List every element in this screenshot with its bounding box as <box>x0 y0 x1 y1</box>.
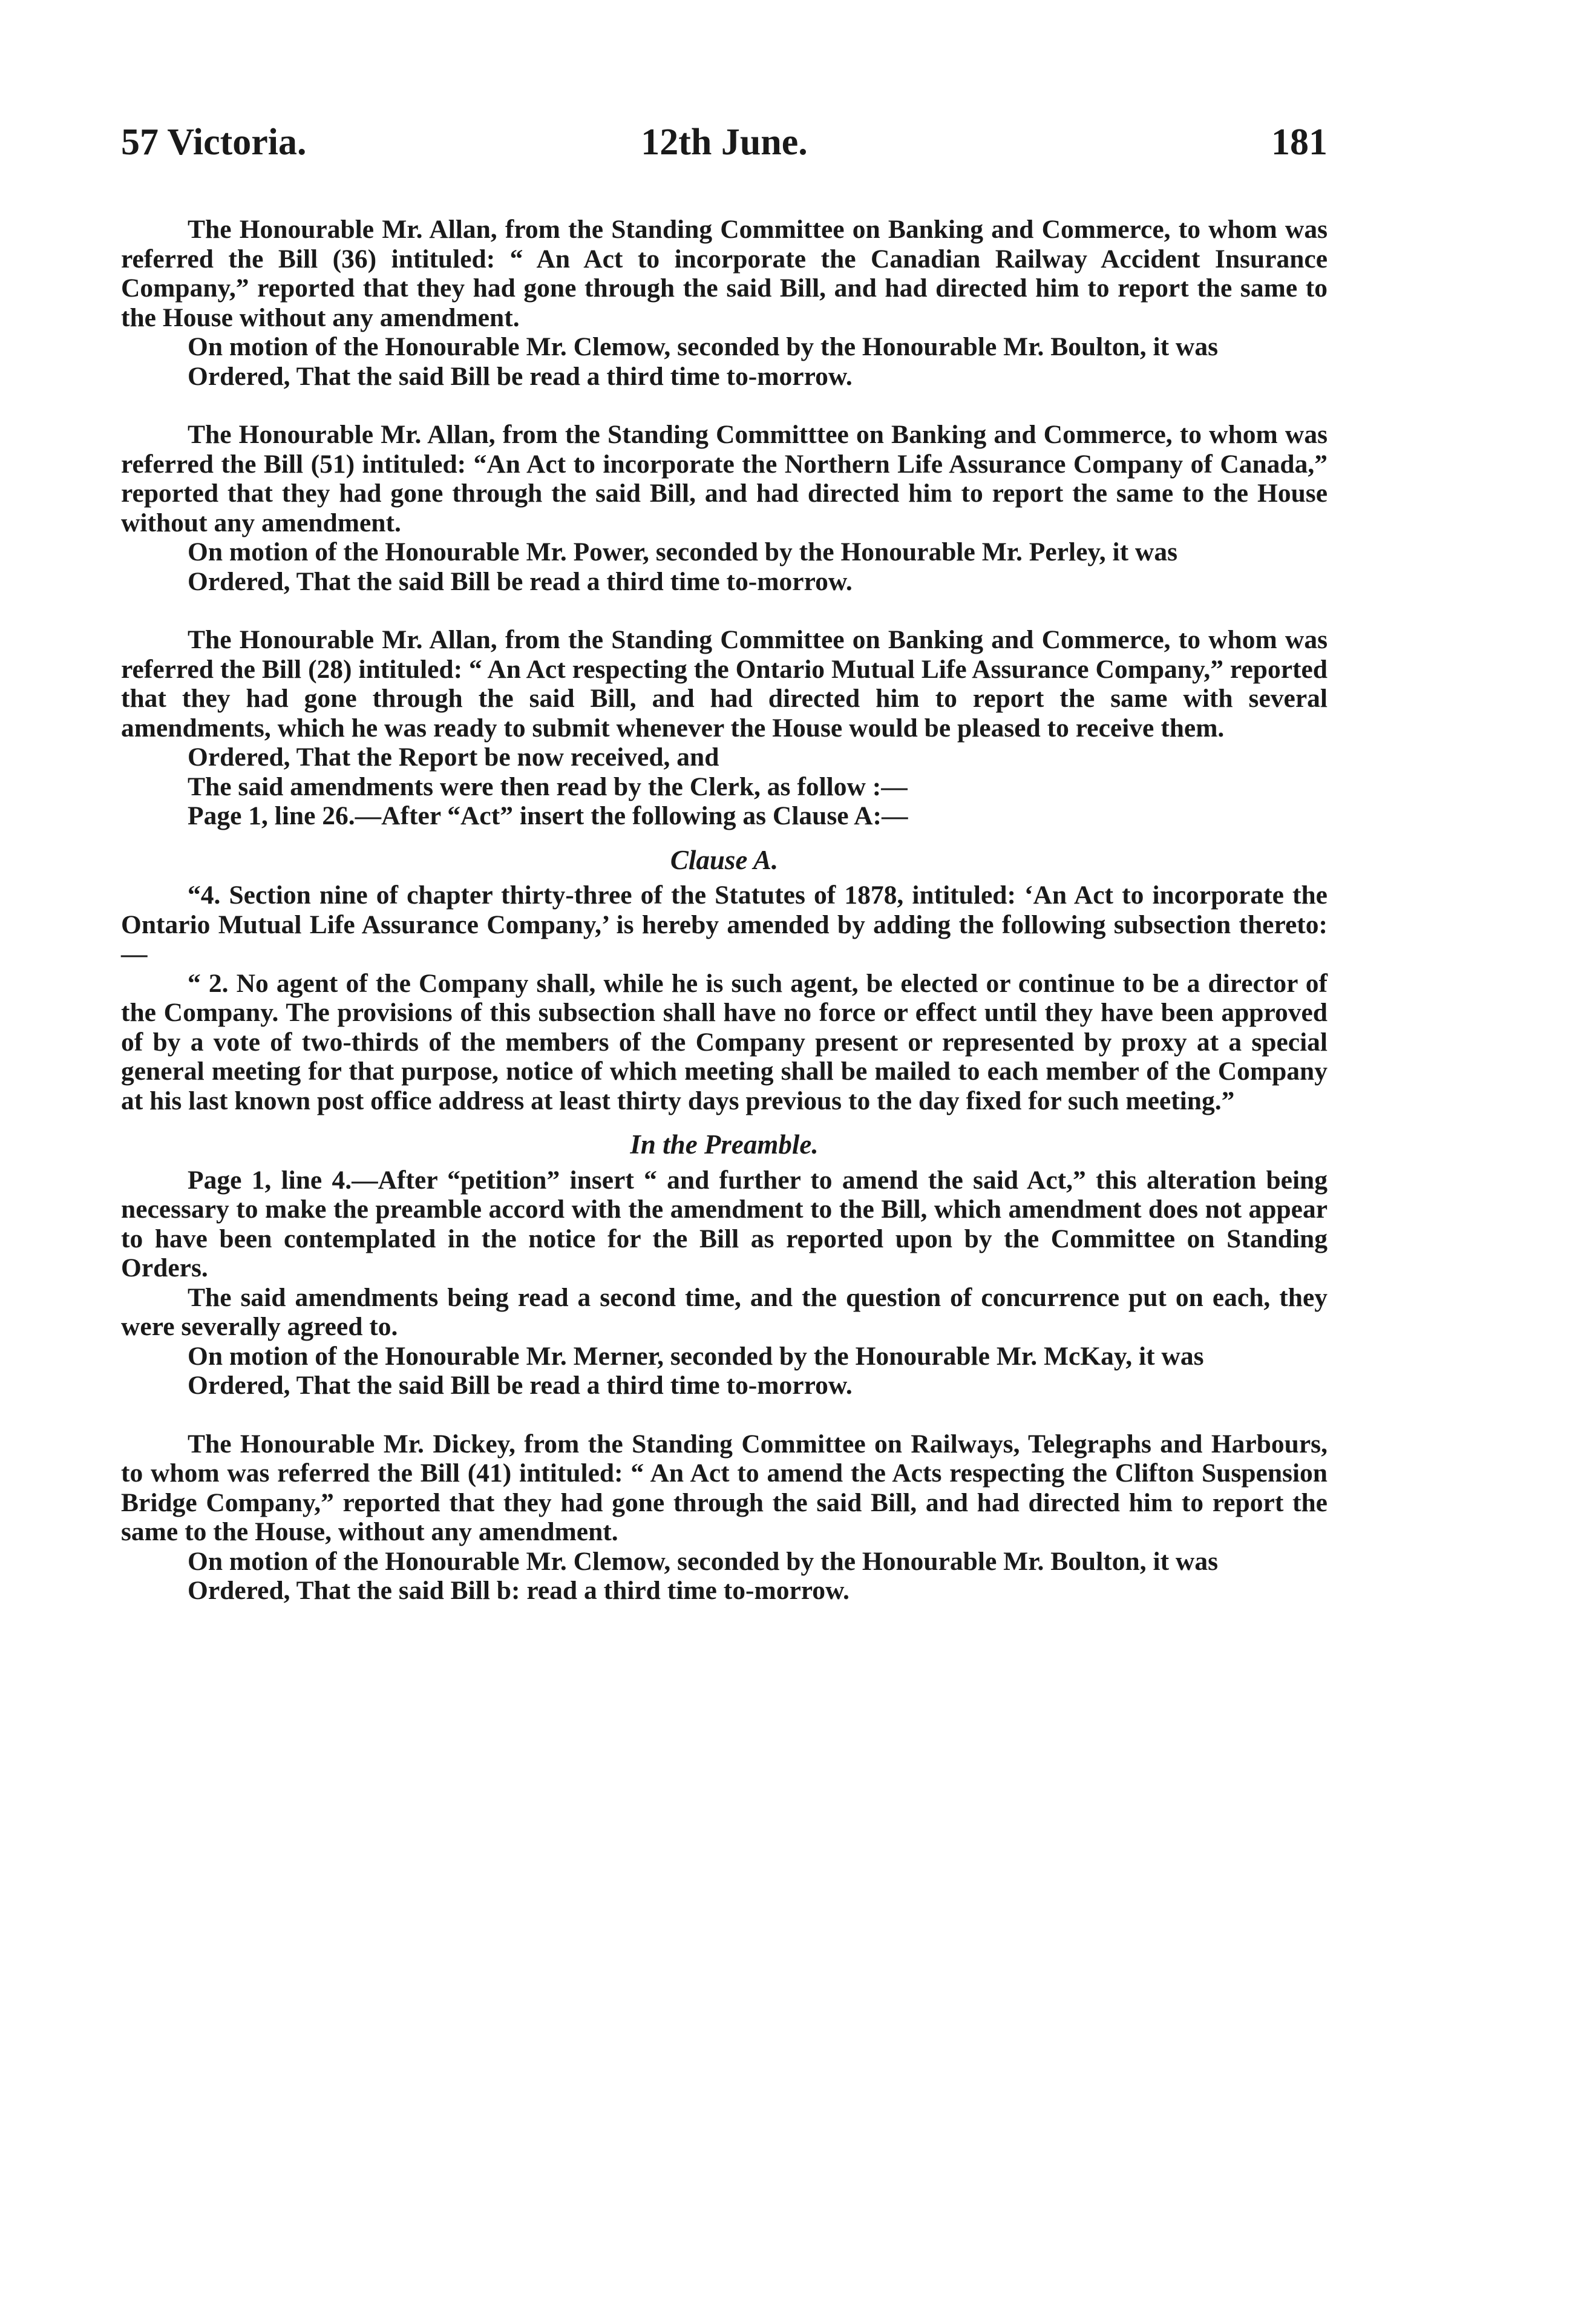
clerk-reading-paragraph: The said amendments were then read by the Clerk, as follow :— <box>188 772 908 801</box>
clause-heading: Clause A. <box>670 844 779 875</box>
concurrence-paragraph: The said amendments being read a second time, and the question of concurrence put on each, they were severally agreed to. <box>121 1282 1328 1341</box>
section-gap <box>121 1400 1328 1430</box>
committee-report-paragraph: The Honourable Mr. Allan, from the Standing Committee on Banking and Commerce, to whom was referred the Bill (36) intituled: “ An Act to incorporate the Canadian Railway Accident Insurance Company,” reported that they had gone through the said Bill, and had directed him to report the same to the House without any amendment. <box>121 215 1328 332</box>
entry-bill-36 <box>121 215 1328 391</box>
motion-paragraph: On motion of the Honourable Mr. Clemow, seconded by the Honourable Mr. Boulton, it was <box>188 332 1219 361</box>
section-gap <box>121 391 1328 420</box>
committee-report-paragraph: The Honourable Mr. Allan, from the Standing Committtee on Banking and Commerce, to whom was referred the Bill (51) intituled: “An Act to incorporate the Northern Life Assurance Company of Canada,” reported that they had gone through the said Bill, and had directed him to report the same to the House without any amendment. <box>121 420 1328 537</box>
page-body <box>121 215 1328 1606</box>
order-paragraph: Ordered, That the said Bill be read a third time to-morrow. <box>188 361 853 391</box>
section-gap <box>121 596 1328 625</box>
date-label: 12th June. <box>641 122 808 163</box>
preamble-amendment-paragraph: Page 1, line 4.—After “petition” insert “ and further to amend the said Act,” this alteration being necessary to make the preamble accord with the amendment to the Bill, which amendment does not appear to have been contemplated in the notice for the Bill as reported upon by the Committee on Standing Orders. <box>121 1165 1328 1282</box>
order-paragraph: Ordered, That the said Bill be read a third time to-morrow. <box>188 566 853 596</box>
committee-report-paragraph: The Honourable Mr. Allan, from the Standing Committee on Banking and Commerce, to whom was referred the Bill (28) intituled: “ An Act respecting the Ontario Mutual Life Assurance Company,” reported that they had gone through the said Bill, and had directed him to report the same with several amendments, which he was ready to submit whenever the House would be pleased to receive them. <box>121 625 1328 743</box>
motion-paragraph: On motion of the Honourable Mr. Clemow, seconded by the Honourable Mr. Boulton, it was <box>188 1546 1219 1576</box>
entry-bill-41 <box>121 1430 1328 1606</box>
session-label: 57 Victoria. <box>121 122 307 163</box>
preamble-heading: In the Preamble. <box>630 1129 819 1160</box>
order-paragraph: Ordered, That the Report be now received, and <box>188 743 719 772</box>
entry-bill-28 <box>121 625 1328 1400</box>
motion-paragraph: On motion of the Honourable Mr. Merner, seconded by the Honourable Mr. McKay, it was <box>188 1341 1204 1371</box>
clause-text: “4. Section nine of chapter thirty-three of the Statutes of 1878, intituled: ‘An Act to incorporate the Ontario Mutual Life Assurance Company,’ is hereby amended by adding the following subsection thereto:— <box>121 881 1328 968</box>
order-paragraph: Ordered, That the said Bill be read a third time to-morrow. <box>188 1371 853 1400</box>
entry-bill-51 <box>121 420 1328 596</box>
amendment-instruction: Page 1, line 26.—After “Act” insert the following as Clause A:— <box>188 801 908 830</box>
running-header <box>121 121 1328 176</box>
page-number: 181 <box>1271 122 1328 163</box>
clause-subsection-text: “ 2. No agent of the Company shall, while he is such agent, be elected or continue to be a director of the Company. The provisions of this subsection shall have no force or effect until they have been approved of by a vote of two-thirds of the members of the Company present or represented by proxy at a special general meeting for that purpose, notice of which meeting shall be mailed to each member of the Company at his last known post office address at least thirty days previous to the day fixed for such meeting.” <box>121 968 1328 1115</box>
motion-paragraph: On motion of the Honourable Mr. Power, seconded by the Honourable Mr. Perley, it was <box>188 537 1178 566</box>
order-paragraph: Ordered, That the said Bill b: read a third time to-morrow. <box>188 1576 850 1605</box>
committee-report-paragraph: The Honourable Mr. Dickey, from the Standing Committee on Railways, Telegraphs and Harbours, to whom was referred the Bill (41) intituled: “ An Act to amend the Acts respecting the Clifton Suspension Bridge Company,” reported that they had gone through the said Bill, and had directed him to report the same to the House, without any amendment. <box>121 1429 1328 1546</box>
